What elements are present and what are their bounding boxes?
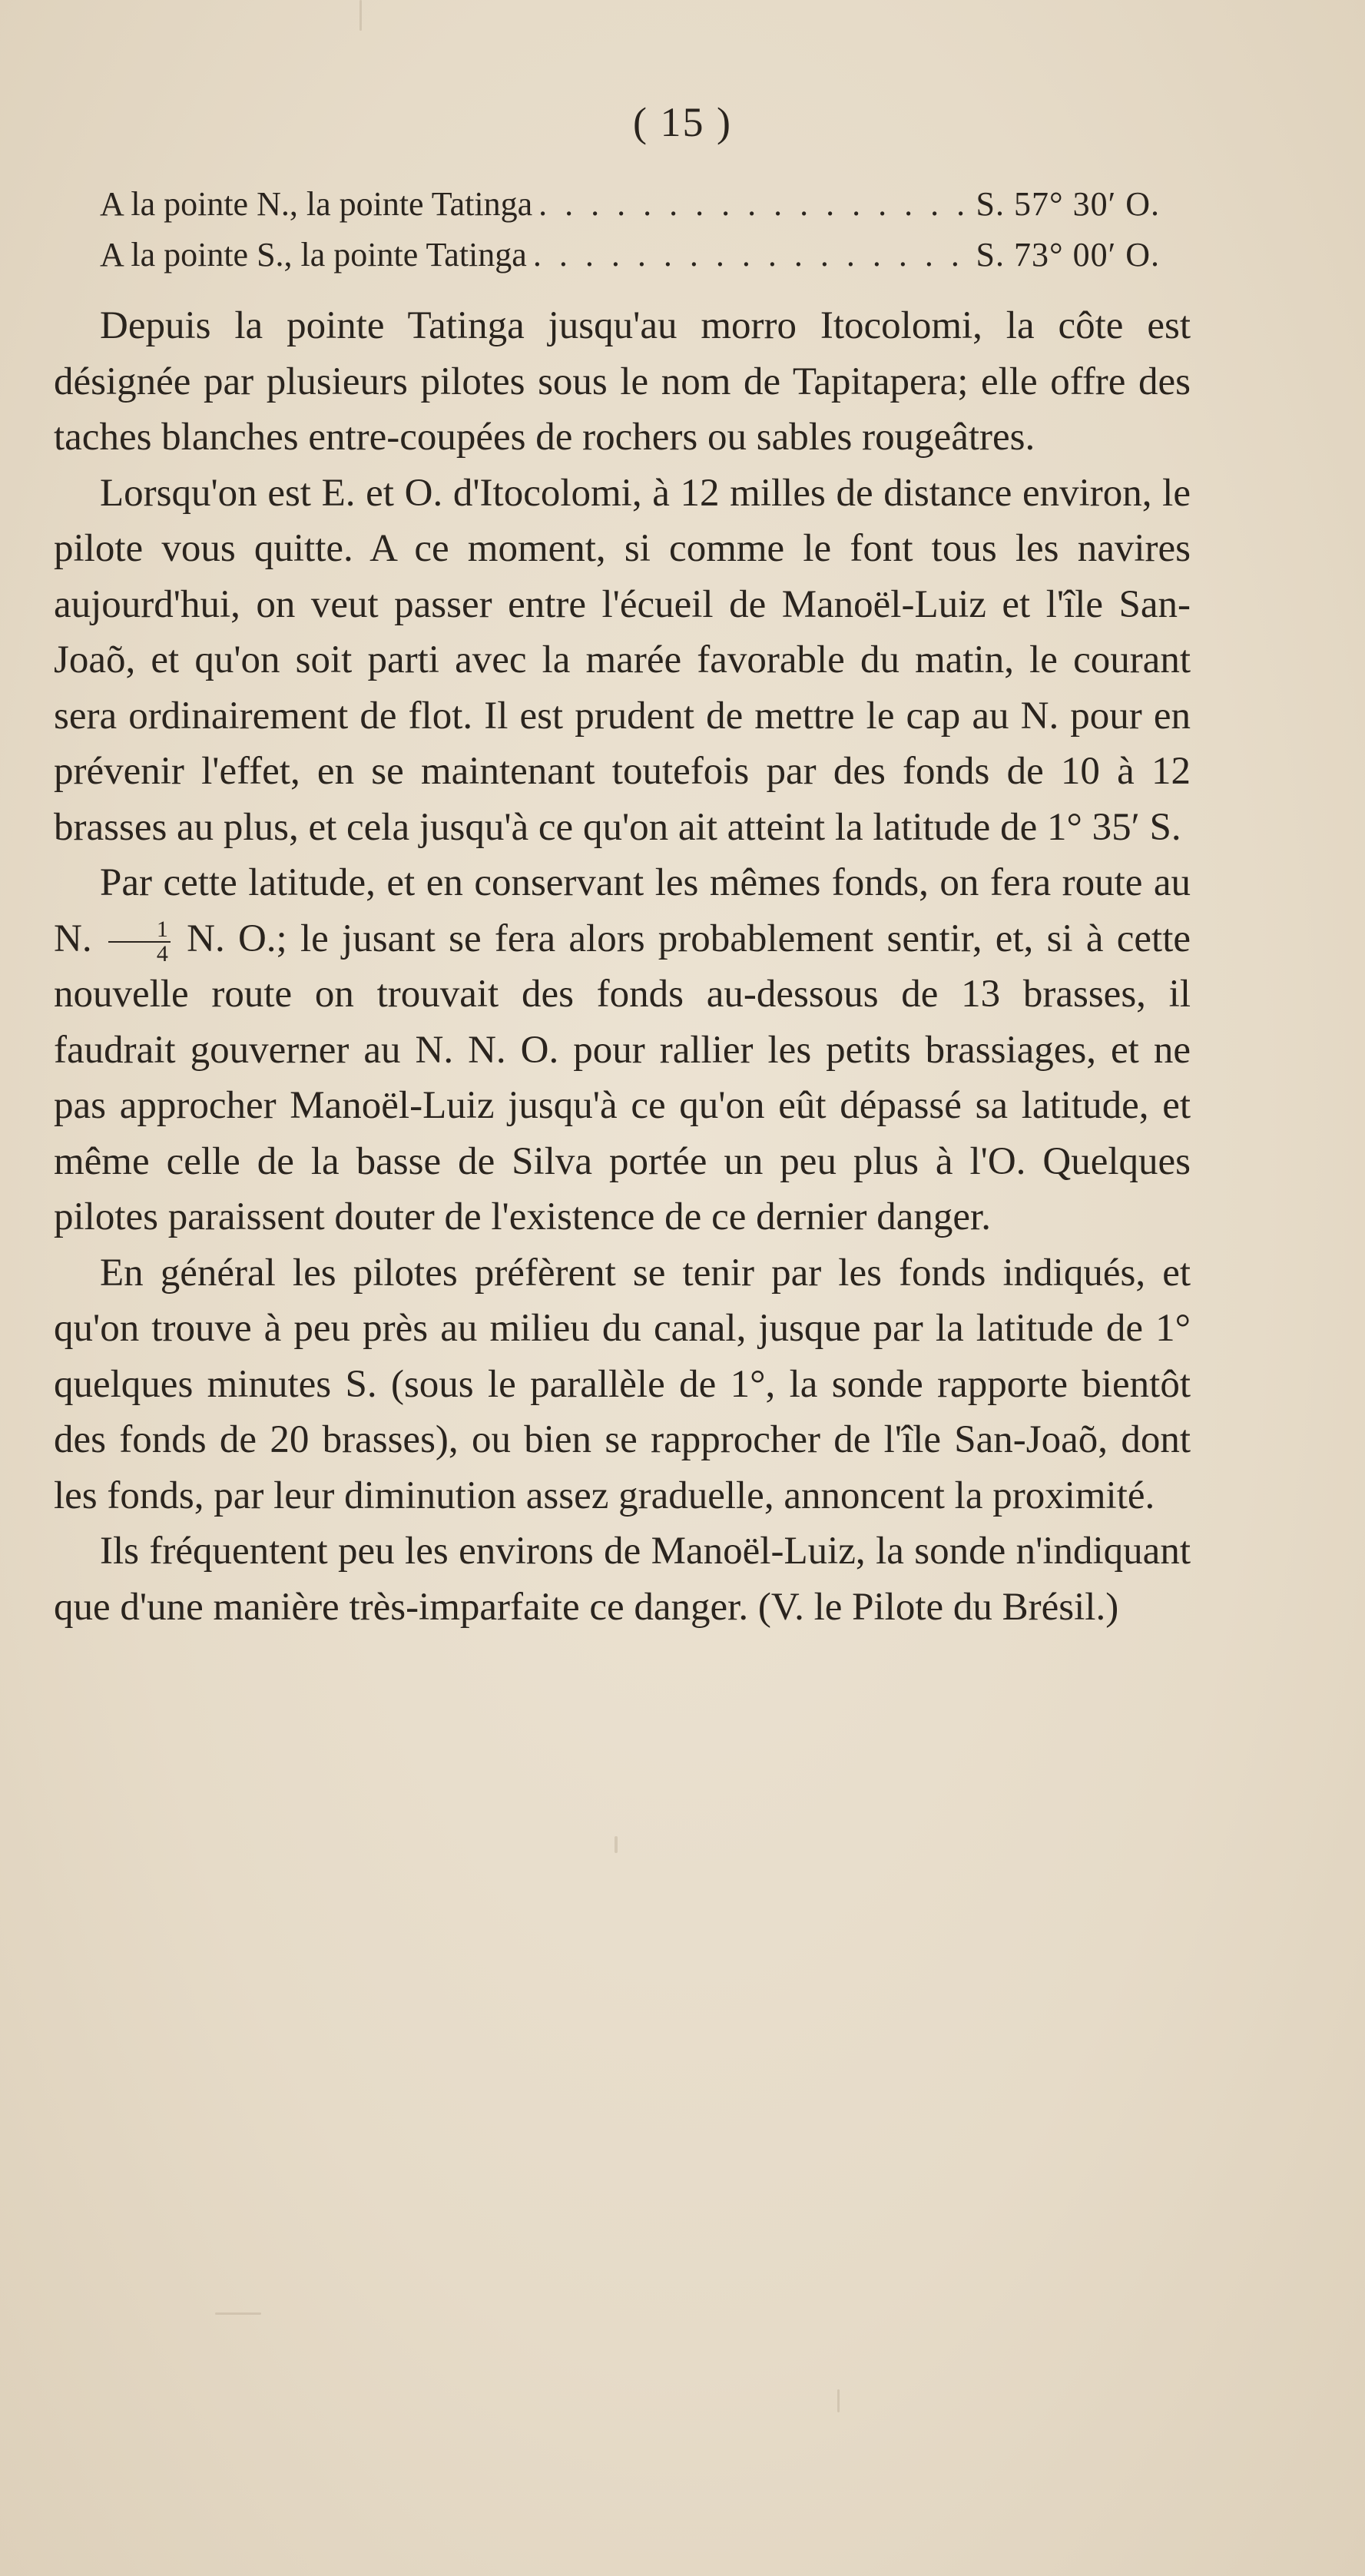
ink-speck [615, 1836, 618, 1853]
bearing-line-south [100, 234, 1160, 277]
paragraph-route-north [54, 855, 1191, 1245]
leader-dots [538, 183, 969, 226]
fraction-numerator: 1 [108, 918, 171, 943]
paragraph-manoel-luiz: Ils fréquentent peu les environs de Manoël-Luiz, la sonde n'indiquant que d'une manière très-imparfaite ce danger. (V. le Pilote du Brésil.) [54, 1530, 1191, 1629]
page-number: ( 15 ) [633, 99, 732, 145]
paragraph-pilot-leaves: Lorsqu'on est E. et O. d'Itocolomi, à 12 milles de distance environ, le pilote vous quitte. A ce moment, si comme le font tous les navires aujourd'hui, on veut passer entre l'écueil de Manoël-Luiz et l'île San-Joaõ, et qu'on soit parti avec la marée favorable du matin, le courant sera ordinairement de flot. Il est prudent de mettre le cap au N. pour en prévenir l'effet, en se maintenant toutefois par des fonds de 10 à 12 brasses au plus, et cela jusqu'à ce qu'on ait atteint la latitude de 1° 35′ S. [54, 471, 1191, 849]
leader-dots [533, 234, 970, 277]
fraction-denominator: 4 [156, 940, 168, 966]
paragraph-text-end: N. O.; le jusant se fera alors probablement sentir, et, si à cette nouvelle route on trouvait des fonds au-dessous de 13 brasses, il faudrait gouverner au N. N. O. pour rallier les petits brassiages, et ne pas approcher Manoël-Luiz jusqu'à ce qu'on eût dépassé sa latitude, et même celle de la basse de Silva portée un peu plus à l'O. Quelques pilotes paraissent douter de l'existence de ce dernier danger. [54, 917, 1191, 1238]
bearing-line-north [100, 183, 1160, 226]
fraction-one-quarter [108, 918, 171, 966]
ink-speck [837, 2389, 840, 2412]
bearing-value: S. 57° 30′ O. [976, 185, 1160, 223]
ink-speck [359, 0, 362, 31]
bearing-label: A la pointe S., la pointe Tatinga [100, 236, 527, 274]
bearing-label: A la pointe N., la pointe Tatinga [100, 185, 533, 223]
paragraph-text-start: Par cette latitude, et en conservant les mêmes fonds, on fera route au N. [54, 861, 1191, 960]
body-text [54, 298, 1191, 1635]
bearing-value: S. 73° 00′ O. [976, 236, 1160, 274]
ink-speck [215, 2312, 261, 2315]
paragraph-pilot-preferences: En général les pilotes préfèrent se tenir par les fonds indiqués, et qu'on trouve à peu près au milieu du canal, jusque par la latitude de 1° quelques minutes S. (sous le parallèle de 1°, la sonde rapporte bientôt des fonds de 20 brasses), ou bien se rapprocher de l'île San-Joaõ, dont les fonds, par leur diminution assez graduelle, annoncent la proximité. [54, 1251, 1191, 1517]
paragraph-tapitapera: Depuis la pointe Tatinga jusqu'au morro Itocolomi, la côte est désignée par plusieurs pilotes sous le nom de Tapitapera; elle offre des taches blanches entre-coupées de rochers ou sables rougeâtres. [54, 304, 1191, 459]
